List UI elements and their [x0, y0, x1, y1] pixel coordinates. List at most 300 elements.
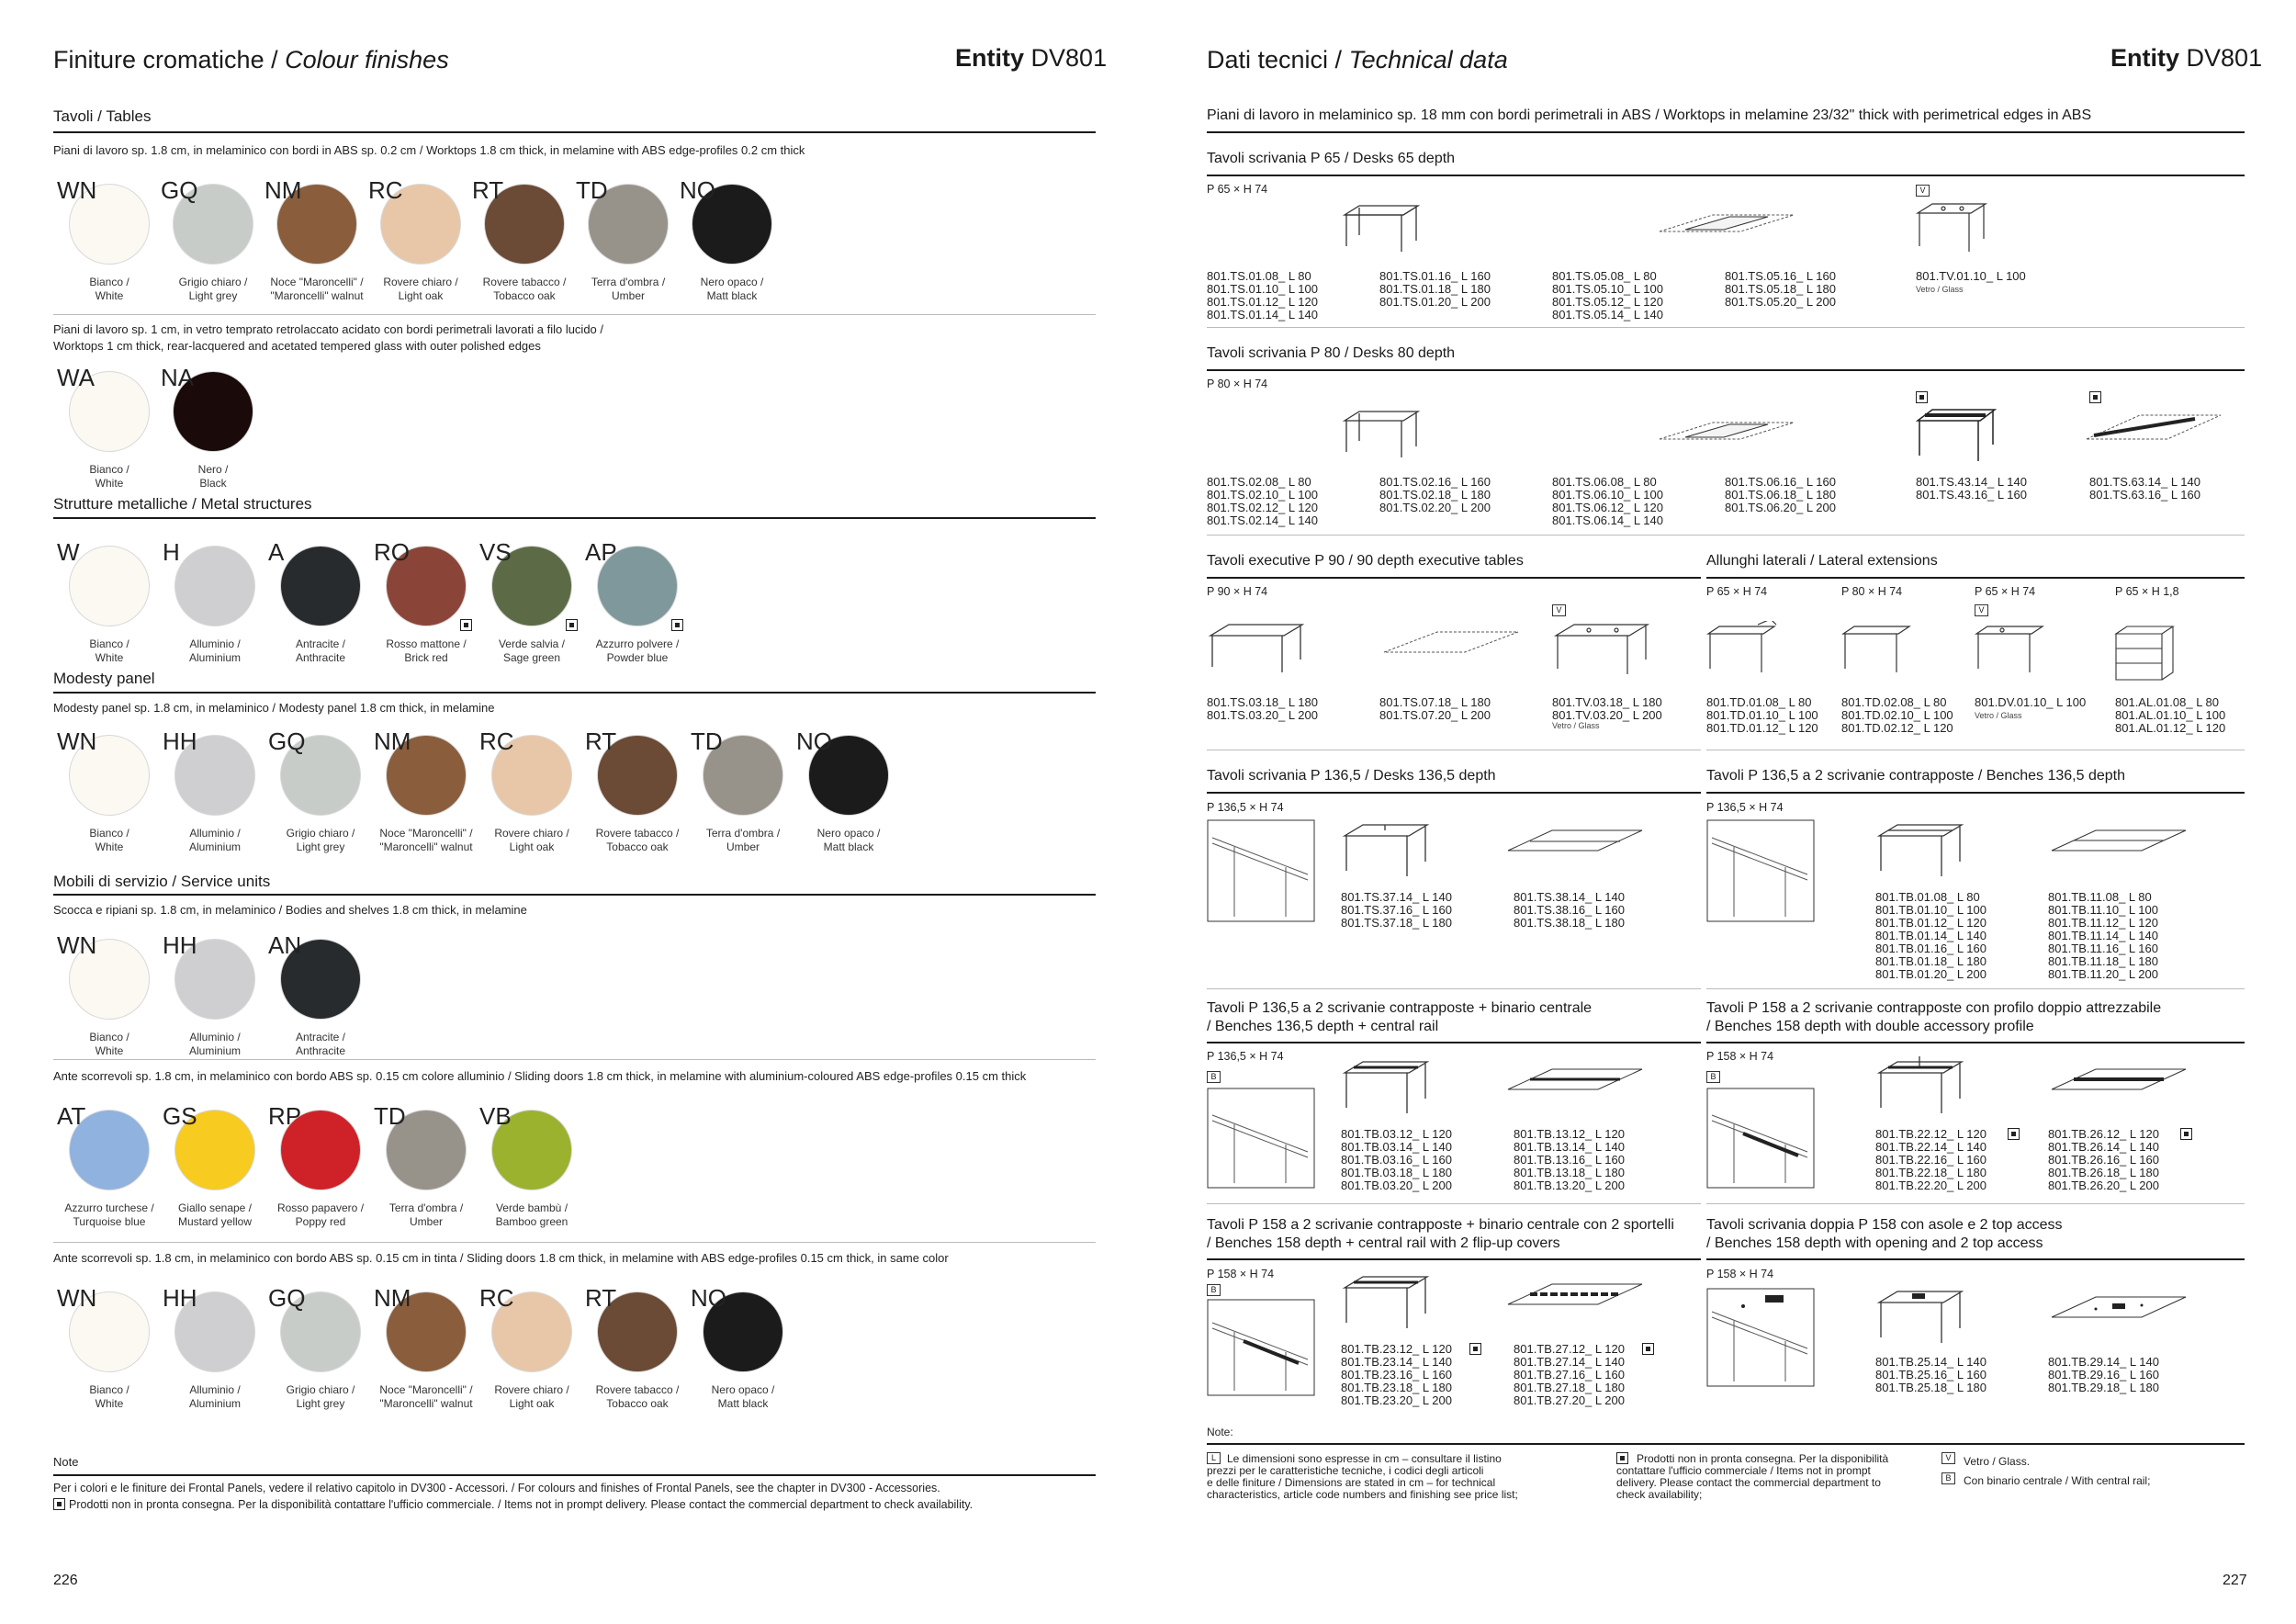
swatch-label — [55, 637, 163, 665]
rail-badge: B — [1207, 1284, 1221, 1296]
not-in-stock-icon — [460, 619, 472, 631]
section-heading-service: Mobili di servizio / Service units — [53, 873, 271, 890]
swatch-code: W — [57, 538, 80, 566]
swatch-label — [55, 463, 163, 491]
benches-profile-heading-2: / Benches 158 depth with double accessory profile — [1706, 1019, 2034, 1034]
swatch-label — [266, 1031, 375, 1058]
swatch-label-en: White — [95, 1397, 124, 1410]
swatch-label-en: Black — [199, 477, 227, 490]
swatch-label-it: Grigio chiaro / — [178, 276, 248, 288]
swatch-label-en: Umber — [726, 840, 760, 853]
swatch-code: GQ — [268, 727, 306, 755]
swatch-code: AT — [57, 1102, 86, 1130]
swatch-code: AN — [268, 931, 302, 959]
swatch-code: RT — [585, 727, 617, 755]
swatch-label-en: Light grey — [296, 1397, 345, 1410]
swatch-code: WN — [57, 931, 97, 959]
note-availability: Prodotti non in pronta consegna. Per la disponibilità contattare l'ufficio commerciale / Items not in prompt delivery. Please contact the commercial department to check availability; — [1616, 1452, 1889, 1501]
swatch-code: VB — [479, 1102, 512, 1130]
color-swatch — [478, 538, 583, 685]
swatch-label-it: Rovere chiaro / — [383, 276, 458, 288]
rail-badge: B — [1207, 1071, 1221, 1083]
color-swatch — [161, 727, 266, 874]
swatch-label — [55, 1201, 163, 1229]
divider — [1207, 792, 1701, 794]
swatch-label-en: Tobacco oak — [606, 1397, 669, 1410]
divider — [1207, 988, 1701, 989]
color-swatch — [55, 727, 161, 874]
product-codes: 801.TD.02.08_ L 80 801.TD.02.10_ L 100 801.TD.02.12_ L 120 — [1841, 695, 1953, 735]
color-swatch — [55, 1284, 161, 1431]
swatch-label-it: Noce "Maroncelli" / — [270, 276, 364, 288]
divider — [1207, 369, 2245, 371]
extension-icon — [1706, 621, 1780, 678]
swatch-row-tables — [55, 176, 782, 323]
color-swatch — [372, 1102, 478, 1249]
modesty-desc: Modesty panel sp. 1.8 cm, in melaminico / Modesty panel 1.8 cm thick, in melamine — [53, 701, 495, 715]
divider — [1706, 1203, 2245, 1204]
product-codes: 801.TS.43.14_ L 140 801.TS.43.16_ L 160 — [1916, 475, 2027, 502]
dimension-label: P 136,5 × H 74 — [1207, 801, 1284, 814]
swatch-label — [470, 276, 579, 303]
swatch-label-it: Bianco / — [89, 463, 129, 476]
glass-extension-icon — [1975, 621, 2048, 678]
glass-badge: V — [1975, 604, 1988, 616]
divider — [1207, 1203, 1701, 1204]
swatch-label-it: Rosso papavero / — [276, 1201, 365, 1214]
divider — [53, 1474, 1096, 1476]
not-in-stock-icon — [2180, 1128, 2192, 1140]
desks-65-heading: Tavoli scrivania P 65 / Desks 65 depth — [1207, 151, 1456, 166]
swatch-label-it: Azzurro polvere / — [595, 637, 680, 650]
swatch-label-it: Antracite / — [295, 1031, 346, 1043]
section-heading-tables: Tavoli / Tables — [53, 107, 152, 125]
swatch-label-en: White — [95, 289, 124, 302]
desk-icon — [1207, 621, 1308, 678]
swatch-color-circle — [174, 546, 255, 626]
product-codes: 801.TS.02.08_ L 80 801.TS.02.10_ L 100 801.TS.02.12_ L 120 801.TS.02.14_ L 140 — [1207, 475, 1318, 527]
glass-note: Vetro / Glass — [1552, 721, 1600, 730]
desk-rail-icon — [1916, 404, 1998, 465]
swatch-code: RC — [368, 176, 403, 204]
swatch-code: TD — [691, 727, 723, 755]
swatch-label — [161, 1031, 269, 1058]
color-swatch — [478, 1102, 583, 1249]
swatch-label-it: Terra d'ombra / — [388, 1201, 464, 1214]
swatch-code: HH — [163, 931, 197, 959]
swatch-label-it: Nero opaco / — [711, 1383, 775, 1396]
benches-flipup-heading-2: / Benches 158 depth + central rail with 2 flip-up covers — [1207, 1235, 1560, 1251]
swatch-label-en: Powder blue — [606, 651, 669, 664]
swatch-code: NO — [680, 176, 715, 204]
swatch-label-en: "Maroncelli" walnut — [379, 1397, 473, 1410]
swatch-code: GS — [163, 1102, 197, 1130]
swatch-label-it: Noce "Maroncelli" / — [379, 827, 473, 840]
swatch-label-it: Alluminio / — [189, 637, 241, 650]
swatch-label-en: "Maroncelli" walnut — [379, 840, 473, 853]
swatch-label-en: White — [95, 840, 124, 853]
swatch-label — [55, 276, 163, 303]
bench-rail-icon — [1341, 1056, 1433, 1121]
not-in-stock-icon — [53, 1498, 65, 1510]
divider — [1706, 988, 2245, 989]
bench-flipup-icon — [1341, 1271, 1433, 1336]
section-drawing — [1207, 1299, 1315, 1396]
brand-label: Entity DV801 — [2110, 44, 2263, 72]
bench-icon — [1875, 819, 1967, 884]
swatch-label-it: Rovere tabacco / — [595, 827, 680, 840]
info-badge: L — [1207, 1452, 1221, 1464]
swatch-label-it: Rovere tabacco / — [595, 1383, 680, 1396]
swatch-label — [161, 1201, 269, 1229]
swatch-label — [266, 827, 375, 854]
service-desc: Scocca e ripiani sp. 1.8 cm, in melaminico / Bodies and shelves 1.8 cm thick, in melamine — [53, 903, 527, 917]
swatch-row-service — [55, 931, 372, 1078]
color-swatch — [678, 176, 782, 323]
swatch-code: AP — [585, 538, 617, 566]
divider — [1706, 792, 2245, 794]
color-swatch — [161, 538, 266, 685]
product-codes: 801.TS.02.16_ L 160 801.TS.02.18_ L 180 801.TS.02.20_ L 200 — [1379, 475, 1491, 514]
swatch-label-it: Nero opaco / — [700, 276, 764, 288]
glass-desc-2: Worktops 1 cm thick, rear-lacquered and acetated tempered glass with outer polished edges — [53, 339, 541, 353]
double-desk-top-icon — [2050, 1293, 2188, 1332]
color-swatch — [583, 538, 689, 685]
swatch-code: H — [163, 538, 180, 566]
swatch-label-it: Grigio chiaro / — [286, 1383, 355, 1396]
color-swatch — [55, 538, 161, 685]
swatch-label — [372, 637, 480, 665]
dimension-label: P 65 × H 74 — [1207, 183, 1268, 196]
swatch-color-circle — [69, 546, 150, 626]
swatch-label — [583, 827, 692, 854]
section-drawing — [1706, 1288, 1815, 1387]
dimension-label: P 136,5 × H 74 — [1706, 801, 1784, 814]
swatch-row-glass — [55, 364, 263, 511]
swatch-label-it: Rosso mattone / — [386, 637, 467, 650]
color-swatch — [159, 364, 263, 511]
divider — [53, 314, 1096, 315]
section-drawing — [1207, 819, 1315, 922]
glass-desk-icon — [1552, 621, 1653, 680]
desk-icon — [1341, 202, 1424, 259]
swatch-label-en: Anthracite — [295, 651, 346, 664]
product-codes: 801.TB.13.12_ L 120 801.TB.13.14_ L 140 801.TB.13.16_ L 160 801.TB.13.18_ L 180 801.TB.13.20_ L 200 — [1514, 1127, 1625, 1192]
product-codes: 801.TB.23.12_ L 120 801.TB.23.14_ L 140 801.TB.23.16_ L 160 801.TB.23.18_ L 180 801.TB.23.20_ L 200 — [1341, 1342, 1452, 1407]
color-swatch — [372, 538, 478, 685]
swatch-label — [372, 827, 480, 854]
divider — [53, 131, 1096, 133]
product-codes: 801.TB.11.08_ L 80 801.TB.11.10_ L 100 801.TB.11.12_ L 120 801.TB.11.14_ L 140 801.TB.11.16_ L 160 801.TB.11.18_ L 180 801.TB.11.20_ L 200 — [2048, 890, 2158, 981]
swatch-label-en: Matt black — [823, 840, 874, 853]
swatch-label-it: Bianco / — [89, 1383, 129, 1396]
note-heading: Note — [53, 1455, 79, 1469]
swatch-label — [574, 276, 682, 303]
benches-1365-heading: Tavoli P 136,5 a 2 scrivanie contrapposte / Benches 136,5 depth — [1706, 768, 2126, 784]
bench-top-rail-icon — [1506, 1066, 1644, 1104]
swatch-label-en: Light oak — [509, 1397, 555, 1410]
swatch-label-en: Turquoise blue — [73, 1215, 146, 1228]
color-swatch — [478, 727, 583, 874]
bench-profile-icon — [1875, 1056, 1967, 1121]
product-codes: 801.TS.01.08_ L 80 801.TS.01.10_ L 100 801.TS.01.12_ L 120 801.TS.01.14_ L 140 — [1207, 269, 1318, 321]
section-heading-metal: Strutture metalliche / Metal structures — [53, 495, 312, 513]
product-codes: 801.TS.06.16_ L 160 801.TS.06.18_ L 180 801.TS.06.20_ L 200 — [1725, 475, 1836, 514]
product-codes: 801.TB.03.12_ L 120 801.TB.03.14_ L 140 801.TB.03.16_ L 160 801.TB.03.18_ L 180 801.TB.03.20_ L 200 — [1341, 1127, 1452, 1192]
tables-desc: Piani di lavoro sp. 1.8 cm, in melaminico con bordi in ABS sp. 0.2 cm / Worktops 1.8 cm thick, in melamine with ABS edge-profiles 0.2 cm thick — [53, 143, 805, 157]
bench-top-icon — [2050, 827, 2188, 865]
notes-heading: Note: — [1207, 1426, 1233, 1438]
swatch-label-en: White — [95, 477, 124, 490]
rail-badge: B — [1706, 1071, 1720, 1083]
dimension-label: P 158 × H 74 — [1207, 1268, 1275, 1280]
swatch-label-it: Alluminio / — [189, 1031, 241, 1043]
product-codes: 801.TV.03.18_ L 180 801.TV.03.20_ L 200 — [1552, 695, 1662, 722]
section-heading-modesty: Modesty panel — [53, 670, 155, 687]
benches-rail-heading-2: / Benches 136,5 depth + central rail — [1207, 1019, 1439, 1034]
swatch-code: RT — [472, 176, 504, 204]
swatch-label-it: Verde salvia / — [498, 637, 566, 650]
not-in-stock-icon — [2008, 1128, 2020, 1140]
not-in-stock-icon — [566, 619, 578, 631]
color-swatch — [574, 176, 678, 323]
section-drawing — [1207, 1088, 1315, 1189]
swatch-label-it: Grigio chiaro / — [286, 827, 355, 840]
color-swatch — [470, 176, 574, 323]
page-number: 227 — [2223, 1573, 2247, 1588]
swatch-label — [689, 827, 797, 854]
swatch-label-en: Sage green — [502, 651, 561, 664]
product-codes: 801.TB.26.12_ L 120 801.TB.26.14_ L 140 801.TB.26.16_ L 160 801.TB.26.18_ L 180 801.TB.26.20_ L 200 — [2048, 1127, 2159, 1192]
swatch-label-en: Light grey — [296, 840, 345, 853]
divider — [53, 1059, 1096, 1060]
swatch-row-metal — [55, 538, 689, 685]
glass-badge: V — [1916, 185, 1930, 197]
section-drawing — [1706, 819, 1815, 922]
divider — [53, 894, 1096, 896]
swatch-label-it: Bianco / — [89, 637, 129, 650]
color-swatch — [372, 1284, 478, 1431]
divider — [1207, 1042, 1701, 1043]
swatch-code: RP — [268, 1102, 302, 1130]
section-drawing — [1706, 1088, 1815, 1189]
not-in-stock-icon — [671, 619, 683, 631]
divider — [1706, 577, 2245, 579]
swatch-label-en: Aluminium — [188, 651, 241, 664]
divider — [1207, 327, 2245, 328]
color-swatch — [161, 1102, 266, 1249]
page-title: Finiture cromatiche / Colour finishes — [53, 46, 449, 73]
swatch-label-en: Aluminium — [188, 1044, 241, 1057]
double-desk-icon — [1875, 1286, 1967, 1350]
desk-top-icon — [1658, 419, 1795, 456]
double-desk-heading-2: / Benches 158 depth with opening and 2 top access — [1706, 1235, 2043, 1251]
color-swatch — [159, 176, 263, 323]
dimension-label: P 80 × H 74 — [1207, 378, 1268, 390]
swatch-label-it: Rovere tabacco / — [482, 276, 567, 288]
swatch-label-en: Bamboo green — [495, 1215, 568, 1228]
product-codes: 801.TB.25.14_ L 140 801.TB.25.16_ L 160 801.TB.25.18_ L 180 — [1875, 1355, 1986, 1394]
bench-top-profile-icon — [2050, 1066, 2188, 1104]
product-codes: 801.TS.07.18_ L 180 801.TS.07.20_ L 200 — [1379, 695, 1491, 722]
swatch-label-en: Aluminium — [188, 840, 241, 853]
page-number: 226 — [53, 1573, 78, 1588]
swatch-label-en: White — [95, 1044, 124, 1057]
swatch-label-it: Rovere chiaro / — [494, 1383, 569, 1396]
extension-icon — [1841, 621, 1915, 678]
divider — [1207, 1443, 2245, 1445]
swatch-label-it: Terra d'ombra / — [591, 276, 666, 288]
product-codes: 801.TS.63.14_ L 140 801.TS.63.16_ L 160 — [2089, 475, 2200, 502]
product-codes: 801.TS.01.16_ L 160 801.TS.01.18_ L 180 801.TS.01.20_ L 200 — [1379, 269, 1491, 309]
product-codes: 801.DV.01.10_ L 100 — [1975, 695, 2087, 709]
color-swatch — [266, 727, 372, 874]
glass-desk-icon — [1916, 200, 1989, 257]
not-in-stock-icon — [1916, 391, 1928, 403]
dimension-label: P 65 × H 74 — [1706, 585, 1768, 598]
swatch-label-it: Alluminio / — [189, 1383, 241, 1396]
glass-badge: V — [1552, 604, 1566, 616]
swatch-label-it: Bianco / — [89, 827, 129, 840]
dimension-label: P 90 × H 74 — [1207, 585, 1268, 598]
product-codes: 801.AL.01.08_ L 80 801.AL.01.10_ L 100 801.AL.01.12_ L 120 — [2115, 695, 2226, 735]
swatch-label-it: Noce "Maroncelli" / — [379, 1383, 473, 1396]
swatch-label — [266, 637, 375, 665]
swatch-code: WN — [57, 176, 97, 204]
color-swatch — [55, 176, 159, 323]
product-codes: 801.TB.01.08_ L 80 801.TB.01.10_ L 100 801.TB.01.12_ L 120 801.TB.01.14_ L 140 801.TB.01.16_ L 160 801.TB.01.18_ L 180 801.TB.01.20_ L 200 — [1875, 890, 1986, 981]
dimension-label: P 65 × H 74 — [1975, 585, 2036, 598]
product-codes: 801.TS.05.16_ L 160 801.TS.05.18_ L 180 801.TS.05.20_ L 200 — [1725, 269, 1836, 309]
swatch-label-en: Umber — [611, 289, 645, 302]
swatch-label — [263, 276, 371, 303]
glass-badge: V — [1941, 1452, 1955, 1464]
swatch-code: NM — [374, 1284, 411, 1312]
divider — [1207, 175, 2245, 176]
swatch-label — [161, 1383, 269, 1411]
divider — [1207, 131, 2245, 133]
swatch-code: NO — [796, 727, 832, 755]
swatch-code: NM — [374, 727, 411, 755]
product-codes: 801.TD.01.08_ L 80 801.TD.01.10_ L 100 801.TD.01.12_ L 120 — [1706, 695, 1818, 735]
swatch-label-en: White — [95, 651, 124, 664]
product-codes: 801.TS.38.14_ L 140 801.TS.38.16_ L 160 801.TS.38.18_ L 180 — [1514, 890, 1625, 930]
swatch-label-it: Nero opaco / — [816, 827, 881, 840]
color-swatch — [583, 727, 689, 874]
swatch-label-en: Tobacco oak — [606, 840, 669, 853]
not-in-stock-icon — [2089, 391, 2101, 403]
note-line-2: Prodotti non in pronta consegna. Per la disponibilità contattare l'ufficio commerciale. / Items not in prompt delivery. Please contact the commercial department to check availability. — [53, 1497, 973, 1513]
swatch-label — [478, 827, 586, 854]
color-swatch — [55, 931, 161, 1078]
color-swatch — [794, 727, 900, 874]
swatch-label-en: Brick red — [404, 651, 448, 664]
swatch-label-it: Nero / — [197, 463, 229, 476]
swatch-label — [55, 827, 163, 854]
divider — [1706, 1258, 2245, 1260]
swatch-label — [366, 276, 475, 303]
swatch-label-en: Light grey — [188, 289, 238, 302]
color-swatch — [266, 1102, 372, 1249]
color-swatch — [161, 1284, 266, 1431]
product-codes: 801.TS.37.14_ L 140 801.TS.37.16_ L 160 801.TS.37.18_ L 180 — [1341, 890, 1452, 930]
swatch-label-en: Light oak — [509, 840, 555, 853]
swatch-label-it: Bianco / — [89, 1031, 129, 1043]
not-in-stock-icon — [1469, 1343, 1481, 1355]
glass-note: Vetro / Glass — [1916, 285, 1964, 294]
swatch-label-it: Alluminio / — [189, 827, 241, 840]
divider — [53, 692, 1096, 694]
swatch-label — [55, 1031, 163, 1058]
desk-icon — [1341, 819, 1433, 884]
swatch-label — [159, 463, 267, 491]
swatch-label-it: Giallo senape / — [177, 1201, 253, 1214]
swatch-code: WA — [57, 364, 95, 391]
color-swatch — [689, 727, 794, 874]
swatch-label-it: Rovere chiaro / — [494, 827, 569, 840]
glass-desc-1: Piani di lavoro sp. 1 cm, in vetro temprato retrolaccato acidato con bordi perimetrali lavorati a filo lucido / — [53, 322, 604, 336]
product-codes: 801.TB.27.12_ L 120 801.TB.27.14_ L 140 801.TB.27.16_ L 160 801.TB.27.18_ L 180 801.TB.27.20_ L 200 — [1514, 1342, 1625, 1407]
color-swatch — [266, 538, 372, 685]
brand-label: Entity DV801 — [955, 44, 1108, 72]
dimension-label: P 80 × H 74 — [1841, 585, 1903, 598]
swatch-label-en: Aluminium — [188, 1397, 241, 1410]
swatch-label — [583, 1383, 692, 1411]
swatch-code: GQ — [161, 176, 198, 204]
desk-top-icon — [1382, 628, 1520, 665]
swatch-code: NA — [161, 364, 195, 391]
double-desk-heading-1: Tavoli scrivania doppia P 158 con asole e 2 top access — [1706, 1217, 2063, 1233]
swatch-label-en: "Maroncelli" walnut — [270, 289, 364, 302]
swatch-code: RC — [479, 727, 514, 755]
divider — [1207, 535, 2245, 536]
desk-icon — [1341, 408, 1424, 465]
swatch-code: RO — [374, 538, 410, 566]
swatch-label-it: Terra d'ombra / — [705, 827, 781, 840]
dimension-label: P 136,5 × H 74 — [1207, 1050, 1284, 1063]
product-codes: 801.TB.22.12_ L 120 801.TB.22.14_ L 140 801.TB.22.16_ L 160 801.TB.22.18_ L 180 801.TB.22.20_ L 200 — [1875, 1127, 1986, 1192]
rail-badge: B — [1941, 1472, 1955, 1484]
swatch-label-it: Bianco / — [89, 276, 129, 288]
benches-profile-heading-1: Tavoli P 158 a 2 scrivanie contrapposte con profilo doppio attrezzabile — [1706, 1000, 2162, 1016]
swatch-label-en: Mustard yellow — [177, 1215, 253, 1228]
swatch-code: A — [268, 538, 285, 566]
swatch-label — [55, 1383, 163, 1411]
note-rail: Con binario centrale / With central rail; — [1964, 1474, 2151, 1487]
product-codes: 801.TV.01.10_ L 100 — [1916, 269, 2026, 283]
swatch-label — [159, 276, 267, 303]
divider — [1207, 1258, 1701, 1260]
doors-desc-2: Ante scorrevoli sp. 1.8 cm, in melaminico con bordo ABS sp. 0.15 cm in tinta / Sliding doors 1.8 cm thick, in melamine with ABS edge-profiles 0.15 cm thick, in same color — [53, 1251, 949, 1265]
dimension-label: P 158 × H 74 — [1706, 1050, 1774, 1063]
color-swatch — [266, 931, 372, 1078]
desks-80-heading: Tavoli scrivania P 80 / Desks 80 depth — [1207, 345, 1456, 361]
swatch-row-modesty — [55, 727, 900, 874]
note-glass: Vetro / Glass. — [1964, 1455, 2031, 1468]
benches-flipup-heading-1: Tavoli P 158 a 2 scrivanie contrapposte + binario centrale con 2 sportelli — [1207, 1217, 1674, 1233]
note-dimensions: Le dimensioni sono espresse in cm – consultare il listino prezzi per le caratteristiche tecniche, i codici degli articoli e delle finiture / Dimensions are stated in cm – for technical characteristics, article code numbers and finishing see price list; — [1207, 1452, 1518, 1501]
swatch-code: NM — [264, 176, 302, 204]
swatch-code: WN — [57, 1284, 97, 1312]
swatch-code: HH — [163, 1284, 197, 1312]
product-codes: 801.TS.03.18_ L 180 801.TS.03.20_ L 200 — [1207, 695, 1318, 722]
executive-heading: Tavoli executive P 90 / 90 depth executive tables — [1207, 553, 1524, 569]
swatch-code: GQ — [268, 1284, 306, 1312]
swatch-color-circle — [280, 546, 361, 626]
bench-top-flipup-icon — [1506, 1280, 1644, 1319]
divider — [53, 1242, 1096, 1243]
swatch-code: NO — [691, 1284, 726, 1312]
